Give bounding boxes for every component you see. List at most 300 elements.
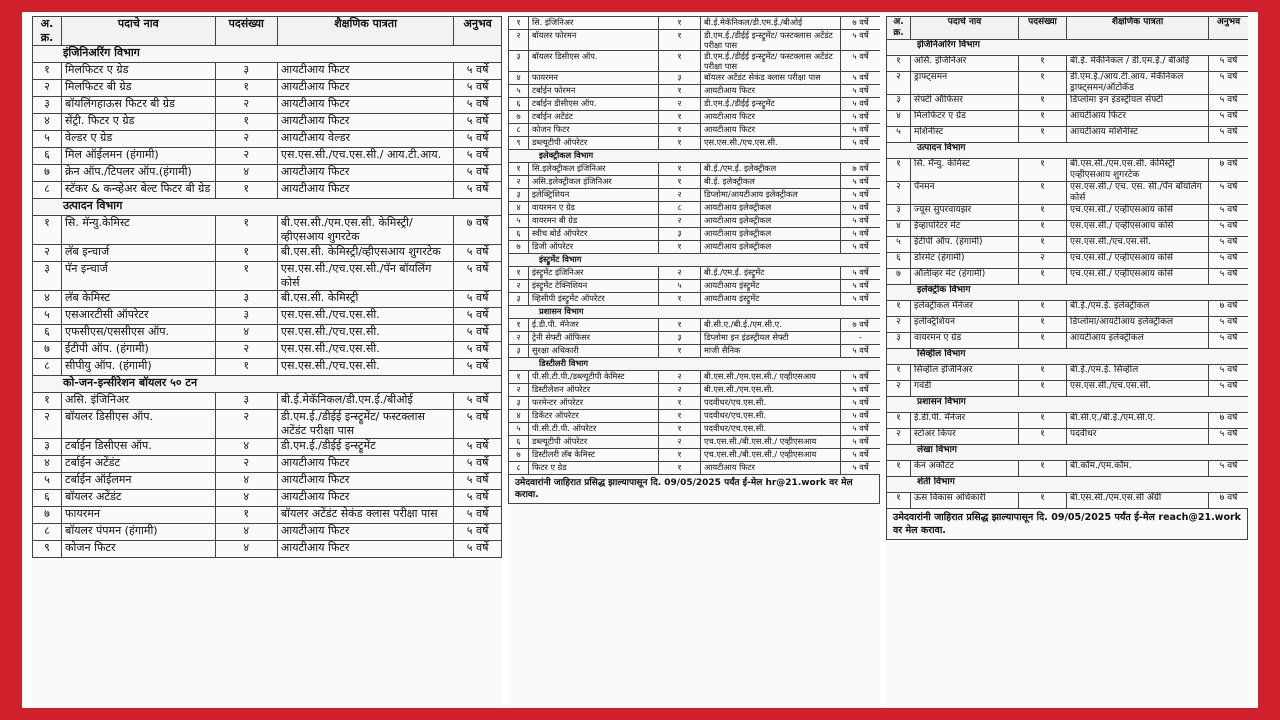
cell-experience: ५ वर्षे [454, 456, 502, 473]
table-row [887, 317, 1249, 333]
table-row [33, 325, 502, 342]
cell-qualification: आयटीआय फिटर [277, 456, 453, 473]
cell-post-count: १ [1019, 429, 1067, 445]
cell-post-count: १ [215, 216, 277, 245]
cell-experience: ५ वर्षे [1209, 56, 1249, 72]
cell-post-name: स्टॅकर & कन्व्हेअर बेल्ट फिटर बी ग्रेड [62, 182, 216, 199]
cell-post-count: २ [659, 384, 701, 397]
cell-qualification: एस.एस.सी./एच.एस.सी. [1067, 381, 1209, 397]
section-header-row [33, 199, 502, 216]
cell-qualification: आयटीआय फिटर [277, 473, 453, 490]
table-row [887, 159, 1249, 182]
cell-sr-no: ४ [509, 202, 529, 215]
cell-experience: ५ वर्षे [841, 72, 881, 85]
cell-post-count: १ [659, 319, 701, 332]
cell-sr-no: ८ [33, 182, 62, 199]
section-title: इंस्ट्रुमेंट विभाग [509, 254, 881, 267]
section-title: डिस्टीलरी विभाग [509, 358, 881, 371]
cell-post-count: १ [1019, 221, 1067, 237]
table-row [887, 269, 1249, 285]
cell-post-name: वेल्डर ए ग्रेड [62, 131, 216, 148]
cell-experience: ५ वर्षे [1209, 365, 1249, 381]
cell-sr-no: २ [509, 176, 529, 189]
cell-qualification: डिप्लोमा/आयटीआय इलेक्ट्रीकल [1067, 317, 1209, 333]
cell-qualification: आयटीआय इलेक्ट्रीकल [701, 215, 841, 228]
cell-post-count: ४ [215, 524, 277, 541]
cell-experience: ५ वर्षे [841, 124, 881, 137]
cell-qualification: आयटीआय फिटर [277, 114, 453, 131]
cell-post-name: असि. इंजिनिअर [911, 56, 1019, 72]
table-row [887, 301, 1249, 317]
table-row [33, 456, 502, 473]
cell-post-count: १ [215, 262, 277, 291]
cell-post-name: सीपीयु ऑप. (हंगामी) [62, 359, 216, 376]
cell-experience: ७ वर्षे [1209, 413, 1249, 429]
cell-sr-no: १ [887, 461, 911, 477]
cell-sr-no: ८ [33, 524, 62, 541]
cell-post-count: १ [1019, 381, 1067, 397]
table-body [33, 46, 502, 558]
cell-qualification: एस.एस.सी./ एच. एस. सी./पॅन बॉयलिंग कोर्स [1067, 182, 1209, 205]
cell-post-count: १ [659, 397, 701, 410]
cell-qualification: एस.एस.सी./एच.एस.सी. [277, 308, 453, 325]
table-row [33, 182, 502, 199]
cell-post-count: २ [659, 267, 701, 280]
cell-post-name: सि. इंजिनिअर [529, 17, 659, 30]
cell-post-name: मशिनीस्ट [911, 127, 1019, 143]
cell-experience: ५ वर्षे [841, 384, 881, 397]
column-header-sr-no: अ. क्र. [887, 17, 911, 40]
application-note: उमेदवारांनी जाहिरात प्रसिद्ध झाल्यापासून दि. 09/05/2025 पर्यंत ई-मेल hr@21.work वर मेल करावा. [508, 475, 880, 504]
cell-post-count: १ [1019, 159, 1067, 182]
recruitment-table-panel-2 [508, 16, 880, 706]
cell-post-name: पी.सी.टी.पी. ऑपरेटर [529, 423, 659, 436]
table-row [509, 98, 881, 111]
cell-experience: ५ वर्षे [1209, 72, 1249, 95]
cell-qualification: बी.ई. इलेक्ट्रीकल [701, 176, 841, 189]
cell-post-count: १ [1019, 95, 1067, 111]
table-row [509, 410, 881, 423]
cell-post-count: २ [215, 97, 277, 114]
cell-post-name: सि.इलेक्ट्रीकल इंजिनिअर [529, 163, 659, 176]
section-title: लेखा विभाग [887, 445, 1249, 461]
cell-sr-no: ६ [509, 228, 529, 241]
cell-experience: ५ वर्षे [1209, 95, 1249, 111]
cell-qualification: आयटीआय इंस्ट्रुमेंट [701, 280, 841, 293]
cell-post-name: वायरमन ए ग्रेड [911, 333, 1019, 349]
cell-sr-no: ७ [509, 241, 529, 254]
cell-post-count: २ [1019, 253, 1067, 269]
cell-sr-no: ४ [33, 114, 62, 131]
cell-post-count: १ [659, 345, 701, 358]
cell-qualification: बॉयलर अटेंडंट सेकंड क्लास परीक्षा पास [701, 72, 841, 85]
cell-qualification: बी.ई./एम.ई. सिव्हील [1067, 365, 1209, 381]
cell-post-name: सेंट्री. फिटर ए ग्रेड [62, 114, 216, 131]
table-row [509, 462, 881, 475]
cell-post-name: फरमेन्टर ऑपरेटर [529, 397, 659, 410]
table-row [33, 148, 502, 165]
cell-post-count: १ [215, 80, 277, 97]
cell-post-count: ३ [215, 63, 277, 80]
table-row [33, 245, 502, 262]
cell-qualification: बॉयलर अटेंडंट सेकंड क्लास परीक्षा पास [277, 507, 453, 524]
cell-post-count: १ [215, 359, 277, 376]
cell-sr-no: २ [887, 381, 911, 397]
table-row [509, 423, 881, 436]
cell-post-name: इलेक्ट्रिशियन [911, 317, 1019, 333]
cell-experience: ५ वर्षे [1209, 205, 1249, 221]
column-header-post-name: पदाचे नाव [911, 17, 1019, 40]
column-header-post-count: पदसंख्या [1019, 17, 1067, 40]
cell-qualification: पदवीधर/एच.एस.सी. [701, 423, 841, 436]
cell-experience: ५ वर्षे [454, 148, 502, 165]
cell-sr-no: ९ [33, 541, 62, 558]
cell-sr-no: २ [509, 332, 529, 345]
cell-post-name: पॅनमन [911, 182, 1019, 205]
cell-post-name: एसआरटीसी ऑपरेटर [62, 308, 216, 325]
cell-post-count: १ [1019, 127, 1067, 143]
table-body [509, 17, 881, 475]
cell-experience: ५ वर्षे [454, 182, 502, 199]
table-row [887, 429, 1249, 445]
cell-post-name: गवंडी [911, 381, 1019, 397]
cell-experience: ५ वर्षे [454, 490, 502, 507]
cell-post-count: १ [659, 410, 701, 423]
cell-experience: ५ वर्षे [1209, 127, 1249, 143]
cell-experience: ५ वर्षे [841, 215, 881, 228]
cell-qualification: एस.एस.सी./एच.एस.सी. [277, 325, 453, 342]
cell-experience: ५ वर्षे [1209, 429, 1249, 445]
cell-post-name: सिव्हील इंजिनिअर [911, 365, 1019, 381]
cell-post-name: वायरमन बी ग्रेड [529, 215, 659, 228]
cell-qualification: आयटीआय फिटर [701, 111, 841, 124]
cell-experience: ५ वर्षे [1209, 269, 1249, 285]
cell-experience: ५ वर्षे [841, 449, 881, 462]
cell-post-name: ई.डी.पी. मॅनेजर [911, 413, 1019, 429]
cell-experience: ५ वर्षे [841, 345, 881, 358]
cell-post-name: फिटर ए ग्रेड [529, 462, 659, 475]
section-title: प्रशासन विभाग [509, 306, 881, 319]
cell-post-count: ३ [659, 332, 701, 345]
cell-sr-no: २ [887, 429, 911, 445]
section-title: इलेक्ट्रीकल विभाग [509, 150, 881, 163]
table-row [509, 228, 881, 241]
cell-post-name: पी.सी.टी.पी./डब्ल्यूटीपी केमिस्ट [529, 371, 659, 384]
cell-post-count: ४ [215, 490, 277, 507]
cell-sr-no: २ [33, 245, 62, 262]
cell-qualification: बी.एस.सी./एम.एस.सी./ एव्हीएसआय [701, 371, 841, 384]
cell-experience: ५ वर्षे [454, 114, 502, 131]
cell-post-count: १ [1019, 333, 1067, 349]
cell-post-name: ई.डी.पी. मॅनेजर [529, 319, 659, 332]
cell-sr-no: ५ [33, 308, 62, 325]
cell-experience: ५ वर्षे [454, 245, 502, 262]
cell-sr-no: १ [887, 413, 911, 429]
table-row [887, 461, 1249, 477]
cell-sr-no: ३ [33, 262, 62, 291]
cell-post-count: १ [659, 176, 701, 189]
cell-experience: ५ वर्षे [454, 473, 502, 490]
cell-post-count: १ [659, 137, 701, 150]
cell-post-count: ३ [659, 72, 701, 85]
cell-post-count: १ [659, 17, 701, 30]
cell-sr-no: ८ [509, 124, 529, 137]
section-title: उत्पादन विभाग [887, 143, 1249, 159]
column-header-post-name: पदाचे नाव [62, 17, 216, 46]
cell-qualification: बी.ई.मेकॅनिकल/डी.एम.ई./बीओई [277, 393, 453, 410]
cell-post-count: १ [1019, 205, 1067, 221]
recruitment-table [886, 16, 1248, 509]
section-header-row [887, 397, 1249, 413]
cell-qualification: डिप्लोमा/आयटीआय इलेक्ट्रीकल [701, 189, 841, 202]
cell-post-name: सेफ्टी ऑफिसर [911, 95, 1019, 111]
cell-qualification: डी.एम.ई./डीईई इन्स्ट्रूमेंट/ फस्टक्लास अटेंडंट परीक्षा पास [701, 30, 841, 51]
table-row [33, 490, 502, 507]
cell-sr-no: २ [509, 280, 529, 293]
cell-post-name: टर्बाईन अटेंडंट [62, 456, 216, 473]
cell-post-count: ३ [215, 393, 277, 410]
cell-post-count: २ [659, 371, 701, 384]
cell-experience: ५ वर्षे [454, 291, 502, 308]
cell-post-name: वायरमन ए ग्रेड [529, 202, 659, 215]
cell-experience: ५ वर्षे [841, 202, 881, 215]
cell-sr-no: १ [509, 267, 529, 280]
cell-post-name: बॉयलिंगहाऊस फिटर बी ग्रेड [62, 97, 216, 114]
section-title: सिव्हील विभाग [887, 349, 1249, 365]
cell-post-name: टर्बाईन फोरमन [529, 85, 659, 98]
cell-qualification: बी.सी.ए./बी.ई./एम.सी.ए. [1067, 413, 1209, 429]
cell-post-count: १ [1019, 365, 1067, 381]
cell-post-name: ईटीपी ऑप. (हंगामी) [911, 237, 1019, 253]
cell-post-count: १ [1019, 413, 1067, 429]
cell-post-count: ३ [215, 308, 277, 325]
cell-qualification: बी.सी.ए./बी.ई./एम.सी.ए. [701, 319, 841, 332]
cell-post-count: २ [215, 410, 277, 439]
table-row [509, 111, 881, 124]
cell-sr-no: ५ [33, 131, 62, 148]
table-row [509, 241, 881, 254]
cell-sr-no: ४ [33, 456, 62, 473]
section-title: शेती विभाग [887, 477, 1249, 493]
cell-post-name: ट्रेनी सेफ्टी ऑफिसर [529, 332, 659, 345]
table-row [887, 127, 1249, 143]
cell-sr-no: ५ [509, 423, 529, 436]
cell-sr-no: १ [33, 393, 62, 410]
cell-sr-no: ३ [33, 97, 62, 114]
cell-post-name: डिजी ऑपरेटर [529, 241, 659, 254]
table-row [509, 449, 881, 462]
cell-sr-no: ३ [887, 205, 911, 221]
section-header-row [887, 349, 1249, 365]
table-header-row [33, 17, 502, 46]
table-row [33, 165, 502, 182]
cell-qualification: आयटीआय फिटर [277, 182, 453, 199]
cell-post-count: १ [215, 245, 277, 262]
cell-post-name: फायरमन [529, 72, 659, 85]
cell-experience: ५ वर्षे [841, 436, 881, 449]
column-header-sr-no: अ. क्र. [33, 17, 62, 46]
cell-post-count: १ [1019, 56, 1067, 72]
table-row [509, 137, 881, 150]
cell-post-name: बॉयलर डिसीएस ऑप. [529, 51, 659, 72]
cell-qualification: बी.ई./एम.ई. इलेक्ट्रीकल [1067, 301, 1209, 317]
cell-sr-no: १ [887, 493, 911, 509]
cell-post-count: २ [659, 189, 701, 202]
table-body [887, 40, 1249, 509]
cell-experience: ५ वर्षे [841, 423, 881, 436]
cell-experience: ५ वर्षे [841, 462, 881, 475]
cell-experience: ५ वर्षे [841, 98, 881, 111]
table-row [509, 51, 881, 72]
table-row [33, 291, 502, 308]
cell-experience: ५ वर्षे [454, 393, 502, 410]
table-row [887, 253, 1249, 269]
table-row [509, 176, 881, 189]
table-row [509, 371, 881, 384]
table-row [887, 381, 1249, 397]
cell-post-name: सि. मॅन्यु. केमिस्ट [911, 159, 1019, 182]
cell-sr-no: ४ [33, 291, 62, 308]
cell-sr-no: ३ [887, 95, 911, 111]
cell-post-name: इलेक्ट्रिशियन [529, 189, 659, 202]
table-row [33, 216, 502, 245]
section-header-row [887, 477, 1249, 493]
table-row [509, 85, 881, 98]
cell-experience: ५ वर्षे [454, 165, 502, 182]
cell-post-count: १ [659, 30, 701, 51]
cell-experience: ७ वर्षे [1209, 493, 1249, 509]
cell-post-count: ४ [215, 439, 277, 456]
cell-post-count: २ [215, 148, 277, 165]
cell-sr-no: ९ [509, 137, 529, 150]
cell-qualification: बी.ई./एम.ई. इंस्ट्रुमेंट [701, 267, 841, 280]
cell-qualification: आयटीआय फिटर [277, 80, 453, 97]
cell-experience: ५ वर्षे [454, 325, 502, 342]
cell-qualification: माजी सैनिक [701, 345, 841, 358]
cell-post-count: १ [215, 182, 277, 199]
cell-qualification: आयटीआय फिटर [277, 63, 453, 80]
cell-qualification: एस.एस.सी./एच.एस.सी./ आय.टी.आय. [277, 148, 453, 165]
recruitment-table [508, 16, 880, 475]
section-title: इलेक्ट्रीक विभाग [887, 285, 1249, 301]
table-row [509, 332, 881, 345]
table-header-row [887, 17, 1249, 40]
cell-sr-no: २ [509, 30, 529, 51]
section-header-row [33, 376, 502, 393]
cell-experience: ५ वर्षे [454, 507, 502, 524]
cell-post-name: बॉयलर पंपमन (हंगामी) [62, 524, 216, 541]
cell-post-name: डिकेंटर ऑपरेटर [529, 410, 659, 423]
cell-post-name: ऑलीव्हर मेट (हंगामी) [911, 269, 1019, 285]
column-header-experience: अनुभव [1209, 17, 1249, 40]
cell-qualification: एस.एस.सी./एच.एस.सी. [277, 359, 453, 376]
cell-experience: ५ वर्षे [454, 131, 502, 148]
cell-experience: ५ वर्षे [841, 280, 881, 293]
cell-post-count: १ [1019, 72, 1067, 95]
cell-sr-no: ५ [33, 473, 62, 490]
cell-qualification: एच.एस.सी./ एव्हीएसआय कोर्स [1067, 269, 1209, 285]
table-row [509, 293, 881, 306]
cell-post-name: ऊस विकास अधिकारी [911, 493, 1019, 509]
table-row [33, 410, 502, 439]
cell-sr-no: २ [509, 384, 529, 397]
cell-sr-no: ३ [887, 333, 911, 349]
cell-sr-no: १ [33, 63, 62, 80]
cell-qualification: आयटीआय वेल्डर [277, 131, 453, 148]
recruitment-table [32, 16, 502, 558]
cell-post-name: कोजन फिटर [62, 541, 216, 558]
table-row [509, 72, 881, 85]
cell-post-count: १ [659, 241, 701, 254]
cell-qualification: आयटीआय मशिनीस्ट [1067, 127, 1209, 143]
cell-post-name: फायरमन [62, 507, 216, 524]
table-row [509, 397, 881, 410]
table-row [509, 345, 881, 358]
cell-post-name: सि. मॅन्यु.केमिस्ट [62, 216, 216, 245]
cell-qualification: आयटीआय फिटर [277, 165, 453, 182]
cell-post-name: स्वीच बोर्ड ऑपरेटर [529, 228, 659, 241]
cell-qualification: डिप्लोमा इन इंडस्ट्रीयल सेफ्टी [701, 332, 841, 345]
cell-post-count: १ [1019, 301, 1067, 317]
cell-sr-no: ७ [33, 165, 62, 182]
cell-sr-no: १ [509, 319, 529, 332]
section-header-row [509, 150, 881, 163]
cell-sr-no: ७ [33, 342, 62, 359]
table-row [509, 202, 881, 215]
cell-qualification: आयटीआय फिटर [277, 490, 453, 507]
table-row [33, 393, 502, 410]
cell-experience: ७ वर्षे [1209, 301, 1249, 317]
table-row [887, 72, 1249, 95]
table-row [887, 413, 1249, 429]
cell-post-name: इलेक्ट्रीकल मॅनेजर [911, 301, 1019, 317]
cell-post-name: पॅन इन्चार्ज [62, 262, 216, 291]
cell-qualification: बी.एस.सी. केमिस्ट्री [277, 291, 453, 308]
cell-post-name: असि.इलेक्ट्रीकल इंजिनिअर [529, 176, 659, 189]
cell-qualification: पदवीधर/एच.एस.सी. [701, 410, 841, 423]
cell-sr-no: १ [509, 163, 529, 176]
cell-post-name: टर्बाईन अटेंडंट [529, 111, 659, 124]
cell-qualification: आयटीआय इलेक्ट्रीकल [701, 241, 841, 254]
cell-experience: ७ वर्षे [841, 319, 881, 332]
cell-experience: ५ वर्षे [454, 524, 502, 541]
column-header-qualification: शैक्षणिक पात्रता [277, 17, 453, 46]
cell-experience: ५ वर्षे [841, 30, 881, 51]
cell-post-name: मिलफिटर ए ग्रेड [911, 111, 1019, 127]
cell-sr-no: ६ [33, 148, 62, 165]
cell-post-count: १ [659, 423, 701, 436]
cell-experience: ५ वर्षे [1209, 253, 1249, 269]
cell-post-name: ईव्हापोरेटर मेट [911, 221, 1019, 237]
cell-experience: - [841, 332, 881, 345]
table-row [887, 56, 1249, 72]
cell-post-name: डब्ल्यूटीपी ऑपरेटर [529, 436, 659, 449]
cell-post-count: १ [659, 85, 701, 98]
cell-post-count: २ [659, 98, 701, 111]
cell-post-count: १ [659, 111, 701, 124]
cell-qualification: बी.एस.सी./एम.एस.सी. [701, 384, 841, 397]
table-row [887, 221, 1249, 237]
table-row [887, 237, 1249, 253]
cell-sr-no: ३ [509, 293, 529, 306]
cell-qualification: डी.एम.ई./डीईई इन्स्ट्रूमेंट [277, 439, 453, 456]
cell-sr-no: ४ [887, 221, 911, 237]
table-row [33, 80, 502, 97]
section-title: को-जन-इन्सीरेशन बॉयलर ५० टन [33, 376, 502, 393]
cell-post-name: सुरक्षा अधिकारी [529, 345, 659, 358]
cell-experience: ५ वर्षे [454, 342, 502, 359]
cell-qualification: आयटीआय फिटर [277, 524, 453, 541]
